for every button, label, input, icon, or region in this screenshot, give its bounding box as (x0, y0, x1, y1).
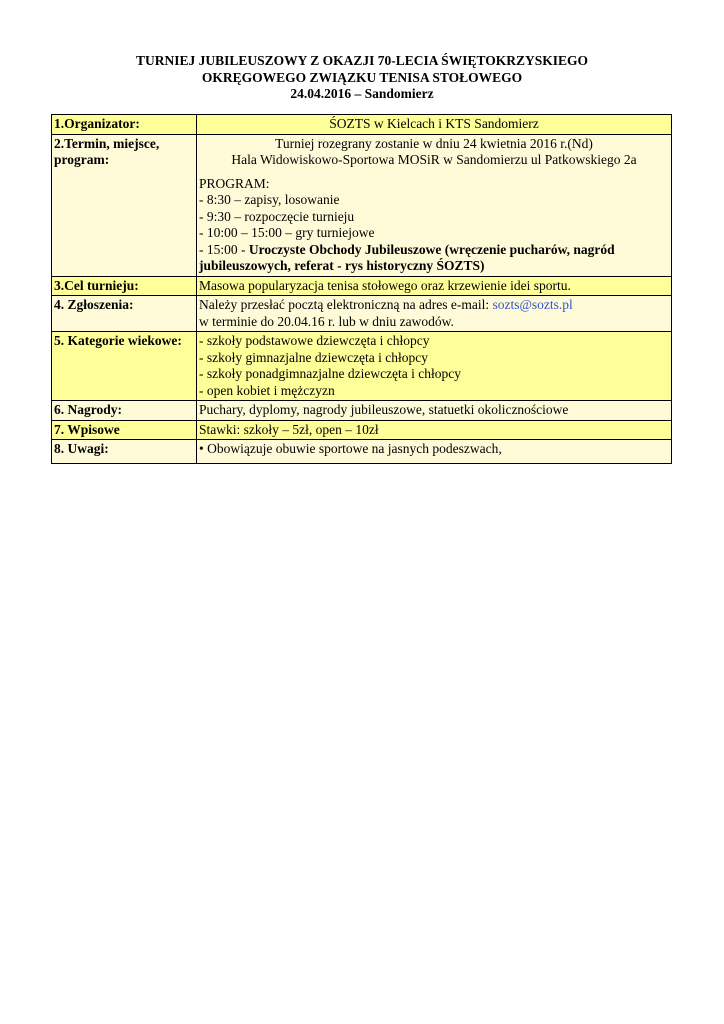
applications-value (197, 296, 672, 332)
row-organizer (52, 115, 672, 135)
organizer-value: ŚOZTS w Kielcach i KTS Sandomierz (197, 115, 672, 135)
ceremony-time: - 15:00 - (199, 241, 249, 257)
applications-text: Należy przesłać pocztą elektroniczną na adres e-mail: (199, 297, 493, 312)
row-goal (52, 276, 672, 296)
category-item: - szkoły podstawowe dziewczęta i chłopcy (199, 333, 430, 348)
categories-value (197, 332, 672, 401)
row-notes (52, 440, 672, 464)
category-item: - szkoły ponadgimnazjalne dziewczęta i chłopcy (199, 366, 462, 381)
goal-value: Masowa popularyzacja tenisa stołowego oraz krzewienie idei sportu. (197, 276, 672, 296)
notes-label: 8. Uwagi: (52, 440, 197, 464)
row-prizes (52, 401, 672, 421)
email-link[interactable]: sozts@sozts.pl (492, 297, 573, 312)
program-item-ceremony (199, 242, 669, 275)
title-line-2: OKRĘGOWEGO ZWIĄZKU TENISA STOŁOWEGO (201, 69, 523, 85)
row-fees (52, 420, 672, 440)
row-schedule (52, 134, 672, 276)
ceremony-description: Uroczyste Obchody Jubileuszowe (wręczenie pucharów, nagród jubileuszowych, referat - rys historyczny ŚOZTS) (199, 241, 615, 273)
tournament-info-table (51, 114, 672, 464)
program-item: - 10:00 – 15:00 – gry turniejowe (199, 225, 375, 240)
program-heading: PROGRAM: (199, 175, 270, 191)
schedule-label: 2.Termin, miejsce, program: (52, 134, 197, 276)
organizer-label: 1.Organizator: (52, 115, 197, 135)
applications-label: 4. Zgłoszenia: (52, 296, 197, 332)
category-item: - open kobiet i mężczyzn (199, 382, 335, 398)
title-line-1: TURNIEJ JUBILEUSZOWY Z OKAZJI 70-LECIA ŚWIĘTOKRZYSKIEGO (136, 53, 588, 68)
row-applications (52, 296, 672, 332)
program-item: - 9:30 – rozpoczęcie turnieju (199, 208, 355, 224)
fees-value: Stawki: szkoły – 5zł, open – 10zł (197, 420, 672, 440)
categories-label: 5. Kategorie wiekowe: (52, 332, 197, 401)
title-line-3: 24.04.2016 – Sandomierz (290, 86, 434, 101)
document-title (0, 53, 724, 103)
goal-label: 3.Cel turnieju: (52, 276, 197, 296)
fees-label: 7. Wpisowe (52, 420, 197, 440)
schedule-value (197, 134, 672, 276)
category-item: - szkoły gimnazjalne dziewczęta i chłopcy (199, 349, 429, 365)
schedule-venue: Hala Widowiskowo-Sportowa MOSiR w Sandomierzu ul Patkowskiego 2a (231, 152, 637, 167)
program-item: - 8:30 – zapisy, losowanie (199, 192, 340, 207)
schedule-date: Turniej rozegrany zostanie w dniu 24 kwietnia 2016 r.(Nd) (275, 135, 593, 151)
prizes-value: Puchary, dyplomy, nagrody jubileuszowe, statuetki okolicznościowe (197, 401, 672, 421)
applications-deadline: w terminie do 20.04.16 r. lub w dniu zawodów. (199, 313, 454, 329)
notes-value: • Obowiązuje obuwie sportowe na jasnych podeszwach, (197, 440, 672, 464)
prizes-label: 6. Nagrody: (52, 401, 197, 421)
row-categories (52, 332, 672, 401)
